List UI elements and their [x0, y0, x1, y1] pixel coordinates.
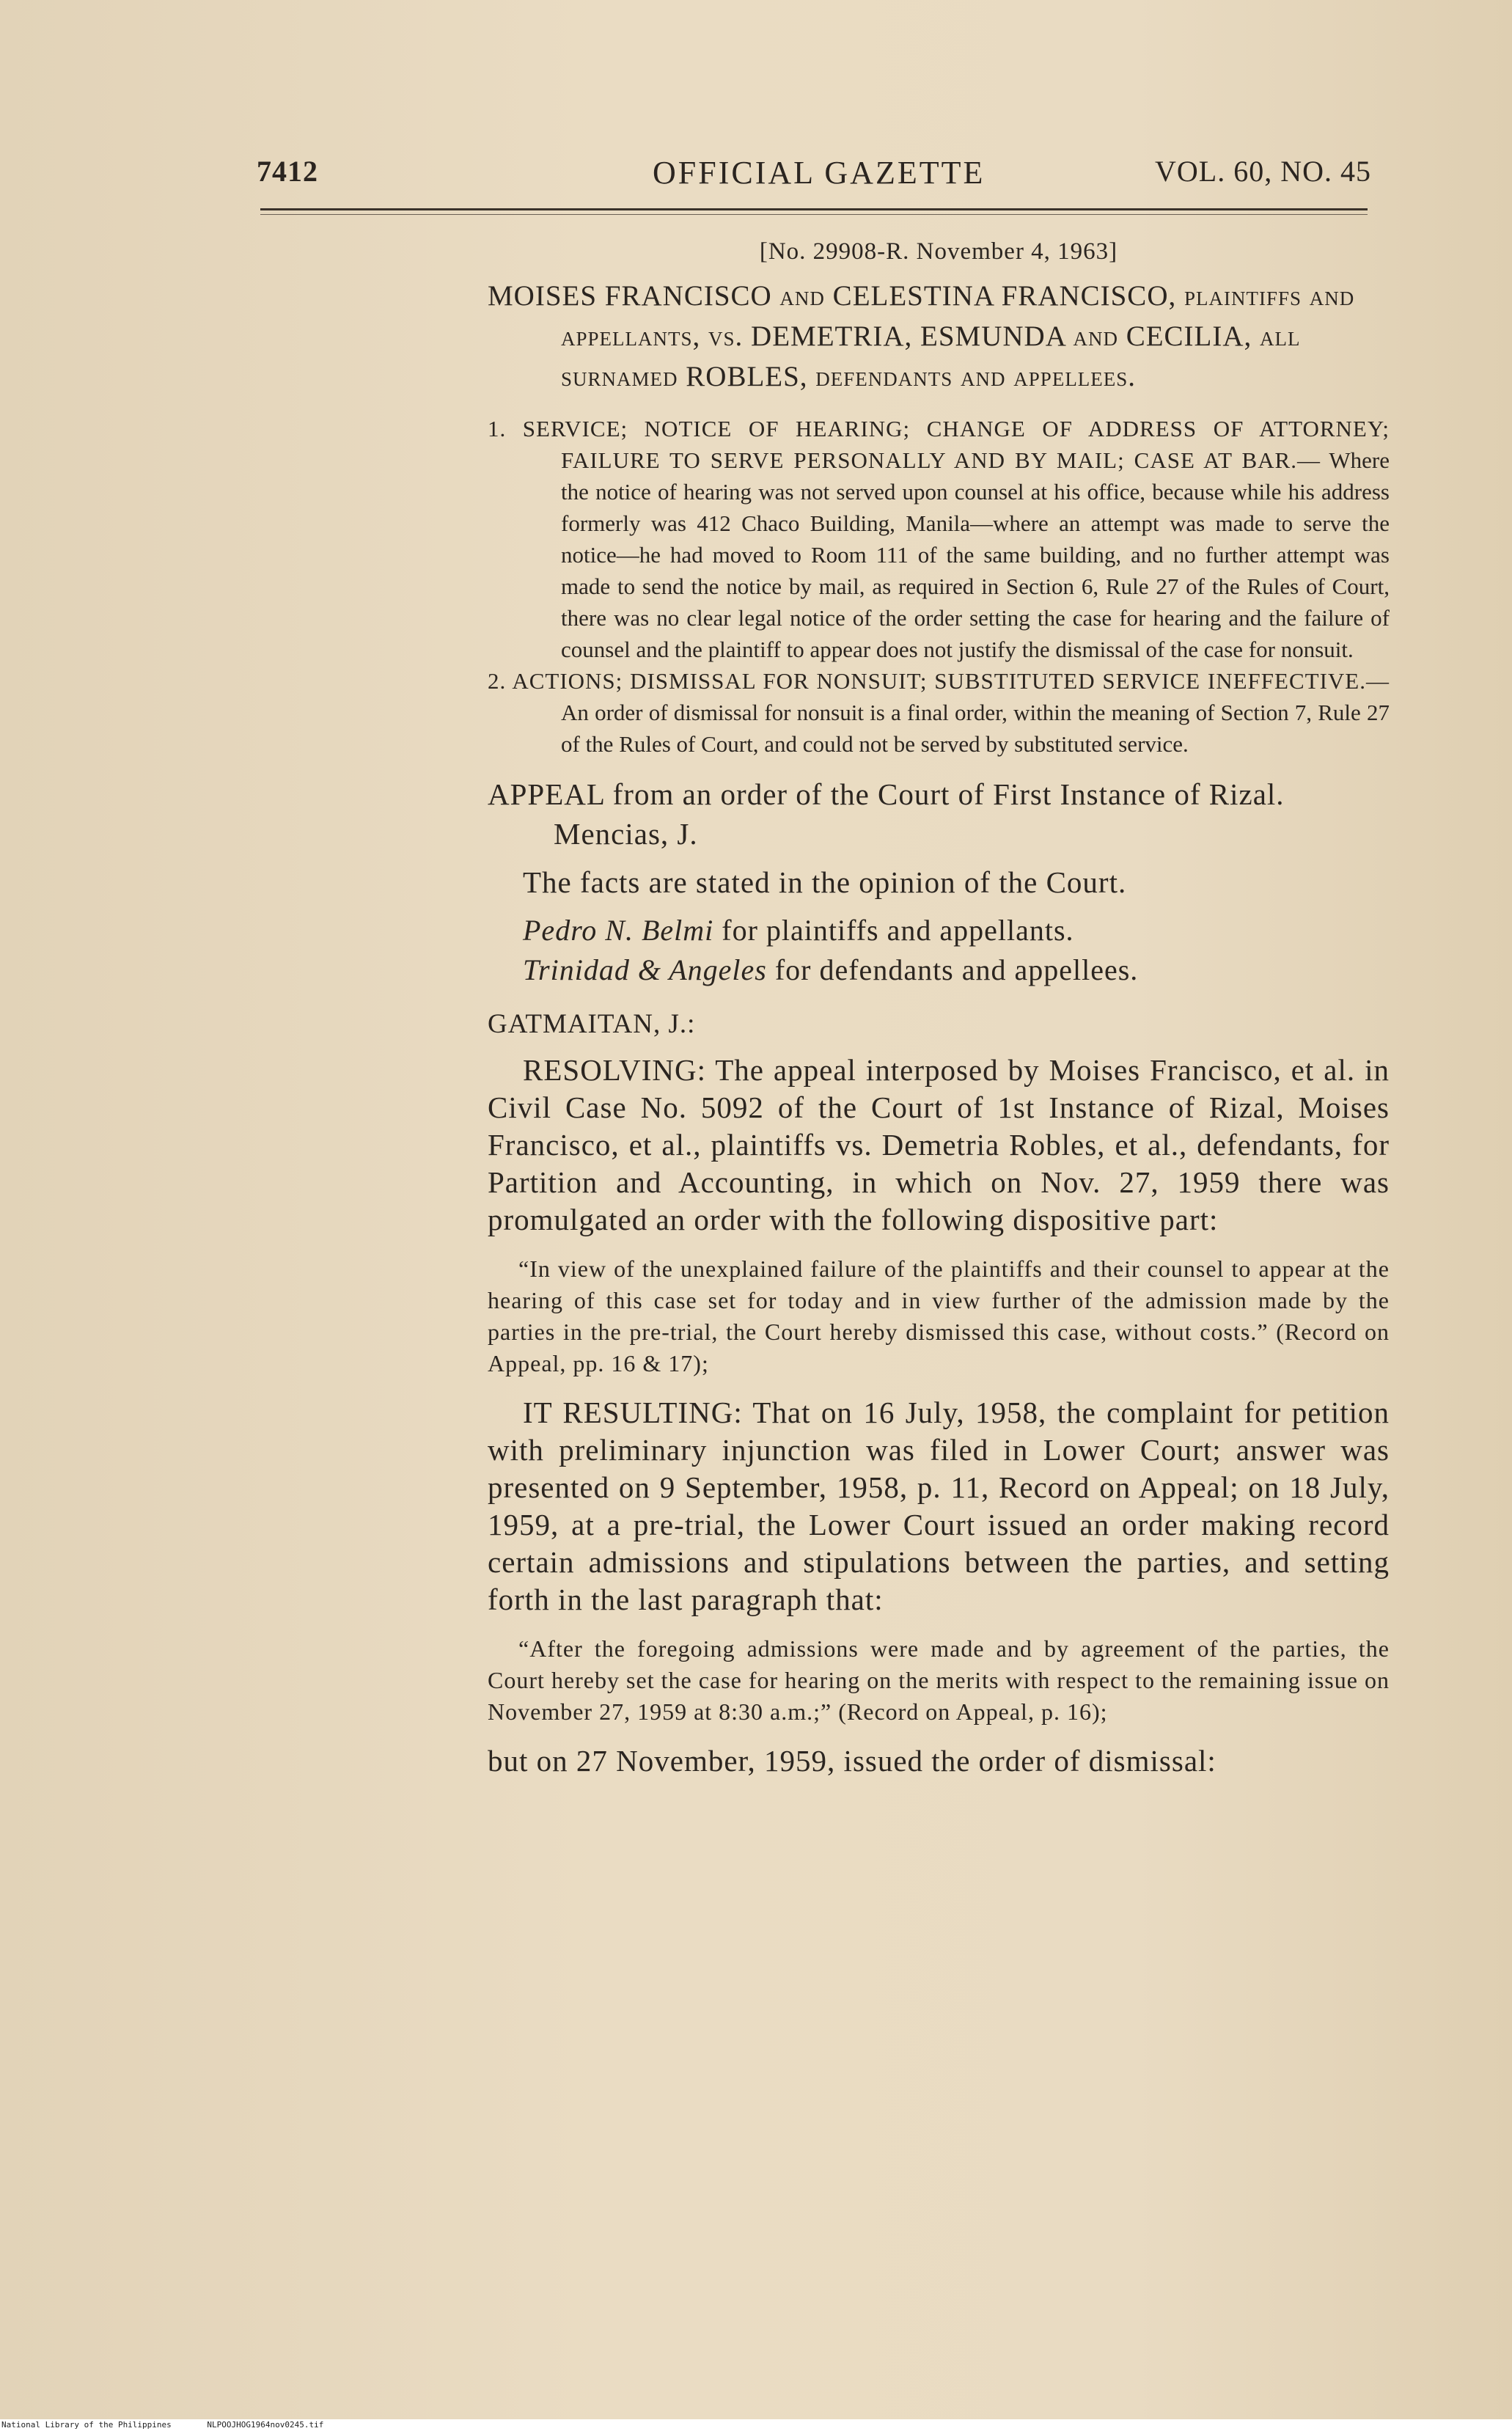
quote-dismissal: “In view of the unexplained failure of the plaintiffs and their counsel to appear at the hearing of this case set for today and in view further of the admission made by the parties in the pre-trial, the Court hereby dismissed this case, without costs.” (Record on Appeal, pp. 16 & 17); — [488, 1255, 1390, 1376]
appeal-line: APPEAL from an order of the Court of First Instance of Rizal. Mencias, J. — [488, 777, 1285, 851]
resulting-label: IT RESULTING — [523, 1396, 734, 1429]
syllabus-item — [488, 665, 1390, 760]
counsel-name: Trinidad & Angeles — [523, 953, 767, 986]
facts-line: The facts are stated in the opinion of the Court. — [523, 865, 1127, 899]
ponente: GATMAITAN, J.: — [488, 1009, 696, 1039]
header-rule-thin — [260, 214, 1368, 215]
case-content — [488, 238, 1390, 1780]
resulting-text: : That on 16 July, 1958, the complaint for petition with preliminary injunction was filed in Lower Court; answer was presented on 9 September, 1958, p. 11, Record on Appeal; on 18 July, 1959, at a pre-trial, the Lower Court issued an order making record certain admissions and stipulations between the parties, and setting forth in the last paragraph that: — [488, 1396, 1390, 1616]
syllabus-item — [488, 413, 1390, 665]
closing-line: but on 27 November, 1959, issued the order of dismissal: — [488, 1744, 1216, 1778]
syllabus-heading: 2. ACTIONS; DISMISSAL FOR NONSUIT; SUBSTITUTED SERVICE INEFFECTIVE.— — [488, 668, 1390, 694]
footer-file: NLPOOJHOG1964nov0245.tif — [207, 2420, 324, 2430]
docket-line: [No. 29908-R. November 4, 1963] — [759, 238, 1118, 265]
syllabus-text: An order of dismissal for nonsuit is a final order, within the meaning of Section 7, Rule 27 of the Rules of Court, and could not be served by substituted service. — [561, 700, 1390, 757]
counsel-role: for defendants and appellees. — [774, 953, 1139, 986]
syllabus-heading: 1. SERVICE; NOTICE OF HEARING; CHANGE OF ADDRESS OF ATTORNEY; FAILURE TO SERVE PERSONALLY AND BY MAIL; CASE AT BAR.— — [488, 416, 1390, 473]
counsel-name: Pedro N. Belmi — [523, 914, 714, 947]
resulting-paragraph — [488, 1394, 1390, 1618]
page-number: 7412 — [257, 155, 318, 188]
volume-label: VOL. 60, NO. 45 — [1155, 155, 1371, 188]
case-parties: MOISES FRANCISCO and CELESTINA FRANCISCO, plaintiffs and appellants, vs. DEMETRIA, ESMUNDA and CECILIA, all surnamed ROBLES, defendants and appellees. — [488, 280, 1355, 392]
footer-library: National Library of the Philippines — [1, 2420, 172, 2430]
resolving-label: RESOLVING — [523, 1053, 697, 1087]
counsel-line — [523, 911, 1390, 950]
quote-pretrial: “After the foregoing admissions were made and by agreement of the parties, the Court hereby set the case for hearing on the merits with respect to the remaining issue on November 27, 1959 at 8:30 a.m.;” (Record on Appeal, p. 16); — [488, 1635, 1390, 1725]
syllabus-text: Where the notice of hearing was not served upon counsel at his office, because while his address formerly was 412 Chaco Building, Manila—where an attempt was made to serve the notice—he had moved to Room 111 of the same building, and no further attempt was made to send the notice by mail, as required in Section 6, Rule 27 of the Rules of Court, there was no clear legal notice of the order setting the case for hearing and the failure of counsel and the plaintiff to appear does not justify the dismissal of the case for nonsuit. — [561, 447, 1390, 662]
page-header — [257, 154, 1371, 198]
counsel-role: for plaintiffs and appellants. — [722, 914, 1074, 947]
resolving-paragraph — [488, 1052, 1390, 1239]
header-rule — [260, 208, 1368, 210]
resolving-text: : The appeal interposed by Moises Francisco, et al. in Civil Case No. 5092 of the Court of 1st Instance of Rizal, Moises Francisco, et al., plaintiffs vs. Demetria Robles, et al., defendants, for Partition and Accounting, in which on Nov. 27, 1959 there was promulgated an order with the following dispositive part: — [488, 1053, 1390, 1236]
counsel-line — [523, 950, 1390, 990]
scan-footer — [0, 2419, 1512, 2431]
gazette-title: OFFICIAL GAZETTE — [653, 155, 986, 191]
